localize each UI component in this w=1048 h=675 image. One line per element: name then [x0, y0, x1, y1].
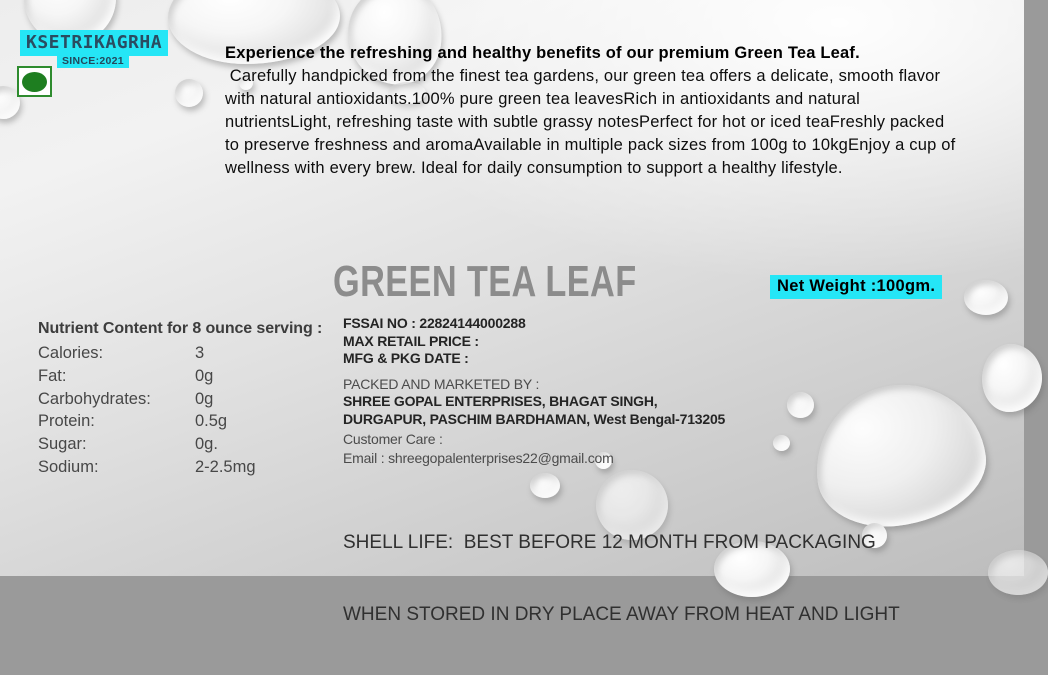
nutrition-value: 0g [195, 366, 214, 385]
brand-name: KSETRIKAGRHA [20, 30, 168, 56]
company-name-line: SHREE GOPAL ENTERPRISES, BHAGAT SINGH, [343, 393, 658, 409]
nutrition-value: 3 [195, 344, 205, 362]
customer-care-label: Customer Care : [343, 431, 443, 447]
nutrition-row [38, 410, 328, 433]
water-droplet-icon [982, 344, 1042, 412]
nutrition-row [38, 365, 328, 388]
net-weight-badge: Net Weight :100gm. [770, 275, 942, 299]
max-retail-price: MAX RETAIL PRICE : [343, 332, 479, 349]
nutrition-label: Sugar: [38, 435, 87, 454]
nutrition-value: 0g. [195, 435, 218, 454]
mfg-pkg-date: MFG & PKG DATE : [343, 350, 469, 366]
nutrition-label: Fat: [38, 366, 67, 385]
water-droplet-icon [964, 280, 1008, 315]
intro-body-text: Carefully handpicked from the finest tea gardens, our green tea offers a delicate, smooth flavor with natural antioxidants.100% pure green tea leavesRich in antioxidants and natural nutrientsLight, refreshing taste with subtle grassy notesPerfect for hot or iced teaFreshly packed to preserve freshness and aromaAvailable in multiple pack sizes from 100g to 10kgEnjoy a cup of wellness with every brew. Ideal for daily consumption to support a healthy lifestyle. [225, 67, 961, 177]
nutrition-value: 0.5g [195, 412, 228, 431]
fssai-number: FSSAI NO : 22824144000288 [343, 315, 526, 331]
nutrition-label: Sodium: [38, 457, 99, 476]
nutrition-label: Calories: [38, 344, 104, 362]
nutrition-row [38, 456, 328, 479]
brand-since-badge: SINCE:2021 [57, 54, 129, 68]
shelf-life-note [343, 483, 900, 675]
intro-headline: Experience the refreshing and healthy benefits of our premium Green Tea Leaf. [225, 44, 860, 62]
veg-mark-icon [17, 66, 52, 97]
intro-paragraph [225, 42, 962, 180]
product-title: GREEN TEA LEAF [333, 257, 637, 306]
nutrition-row [38, 388, 328, 411]
nutrition-header: Nutrient Content for 8 ounce serving : [38, 320, 323, 337]
nutrition-label: Carbohydrates: [38, 389, 151, 408]
spacer [343, 368, 763, 376]
regulatory-panel [343, 315, 763, 467]
shelf-life-line1: SHELL LIFE: BEST BEFORE 12 MONTH FROM PACKAGING [343, 532, 876, 553]
nutrition-panel [38, 320, 328, 479]
nutrition-row [38, 342, 328, 365]
nutrition-value: 2-2.5mg [195, 457, 256, 476]
water-droplet-icon [787, 392, 814, 418]
company-address-line: DURGAPUR, PASCHIM BARDHAMAN, West Bengal-713205 [343, 410, 726, 427]
veg-dot-icon [22, 72, 47, 92]
nutrition-row [38, 433, 328, 456]
water-droplet-icon [988, 550, 1048, 595]
water-droplet-icon [175, 79, 203, 107]
nutrition-label: Protein: [38, 412, 95, 431]
water-droplet-icon [773, 435, 790, 451]
customer-email: Email : shreegopalenterprises22@gmail.com [343, 449, 614, 466]
packed-by-label: PACKED AND MARKETED BY : [343, 375, 540, 392]
nutrition-value: 0g [195, 389, 214, 408]
shelf-life-line2: WHEN STORED IN DRY PLACE AWAY FROM HEAT AND LIGHT [343, 604, 900, 625]
